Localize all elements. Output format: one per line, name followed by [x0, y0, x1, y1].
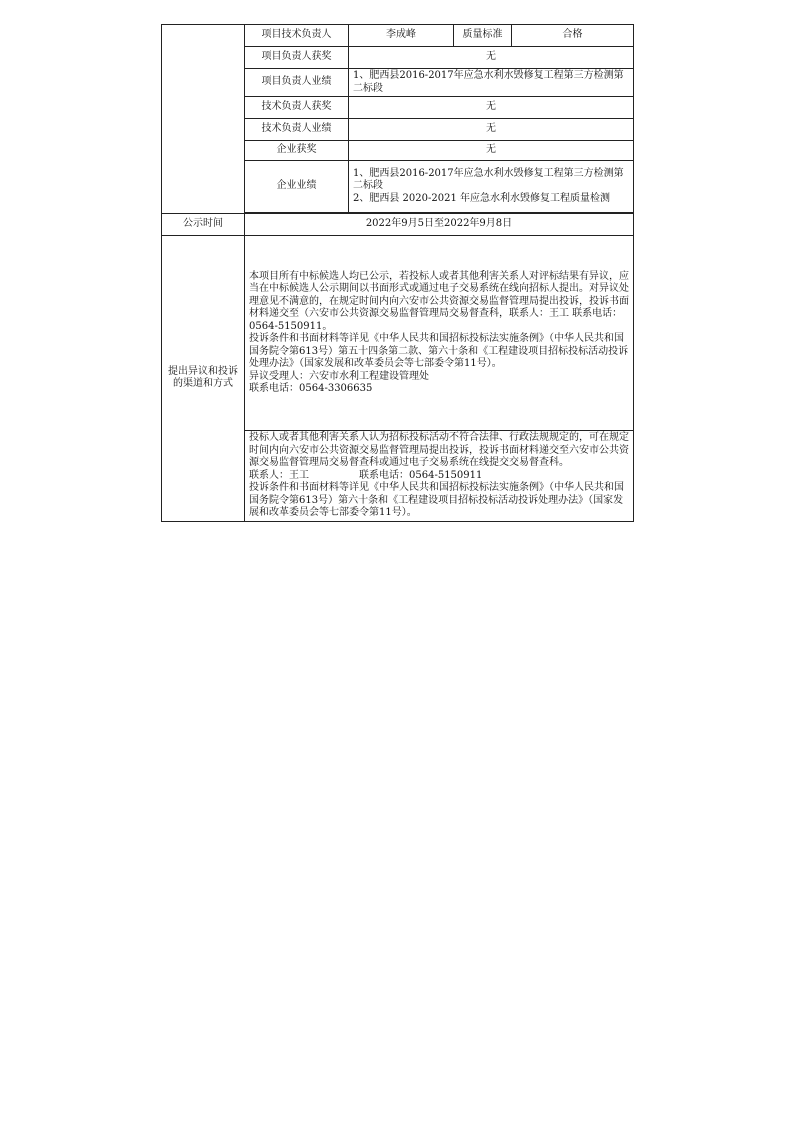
tech-performance-label: 技术负责人业绩 — [245, 119, 349, 141]
company-performance-label: 企业业绩 — [245, 161, 349, 213]
pm-performance-value: 1、肥西县2016-2017年应急水利水毁修复工程第三方检测第二标段 — [349, 69, 634, 97]
tech-lead-value: 李成峰 — [349, 25, 454, 47]
row-objection-1 — [162, 236, 634, 431]
row-tech-lead — [162, 25, 634, 47]
pm-awards-label: 项目负责人获奖 — [245, 47, 349, 69]
objection-text-2: 投标人或者其他利害关系人认为招标投标活动不符合法律、行政法规规定的，可在规定时间内向六安市公共资源交易监督管理局提出投诉，投诉书面材料递交至六安市公共资源交易监督管理局交易督查科或通过电子交易系统在线提交交易督查科。 联系人：王工 联系电话：0564-5150911 投诉条件和书面材料等详见《中华人民共和国招标投标法实施条例》（中华人民共和国国务院令第613号）第六十条和《工程建设项目招标投标活动投诉处理办法》（国家发展和改革委员会等七部委令第11号）。 — [245, 431, 634, 522]
bid-result-table — [161, 24, 634, 522]
row-publicity — [162, 214, 634, 236]
objection-label: 提出异议和投诉的渠道和方式 — [162, 236, 245, 522]
quality-value: 合格 — [512, 25, 634, 47]
tech-lead-label: 项目技术负责人 — [245, 25, 349, 47]
objection-text-1: 本项目所有中标候选人均已公示，若投标人或者其他利害关系人对评标结果有异议，应当在中标候选人公示期间以书面形式或通过电子交易系统在线向招标人提出。对异议处理意见不满意的，在规定时间内向六安市公共资源交易监督管理局提出投诉，投诉书面材料递交至（六安市公共资源交易监督管理局交易督查科，联系人：王工 联系电话：0564-5150911。 投诉条件和书面材料等详见《中华人民共和国招标投标法实施条例》（中华人民共和国国务院令第613号）第五十四条第二款、第六十条和《工程建设项目招标投标活动投诉处理办法》（国家发展和改革委员会等七部委令第11号）。 异议受理人：六安市水利工程建设管理处 联系电话：0564-3306635 — [245, 236, 634, 431]
quality-label: 质量标准 — [454, 25, 512, 47]
tech-performance-value: 无 — [349, 119, 634, 141]
company-awards-value: 无 — [349, 141, 634, 161]
company-performance-value: 1、肥西县2016-2017年应急水利水毁修复工程第三方检测第二标段 2、肥西县 2020-2021 年应急水利水毁修复工程质量检测 — [349, 161, 634, 213]
tech-awards-label: 技术负责人获奖 — [245, 97, 349, 119]
pm-awards-value: 无 — [349, 47, 634, 69]
publicity-label: 公示时间 — [162, 214, 245, 236]
publicity-value: 2022年9月5日至2022年9月8日 — [245, 214, 634, 236]
company-awards-label: 企业获奖 — [245, 141, 349, 161]
tech-awards-value: 无 — [349, 97, 634, 119]
blank-side-cell — [162, 25, 245, 214]
pm-performance-label: 项目负责人业绩 — [245, 69, 349, 97]
